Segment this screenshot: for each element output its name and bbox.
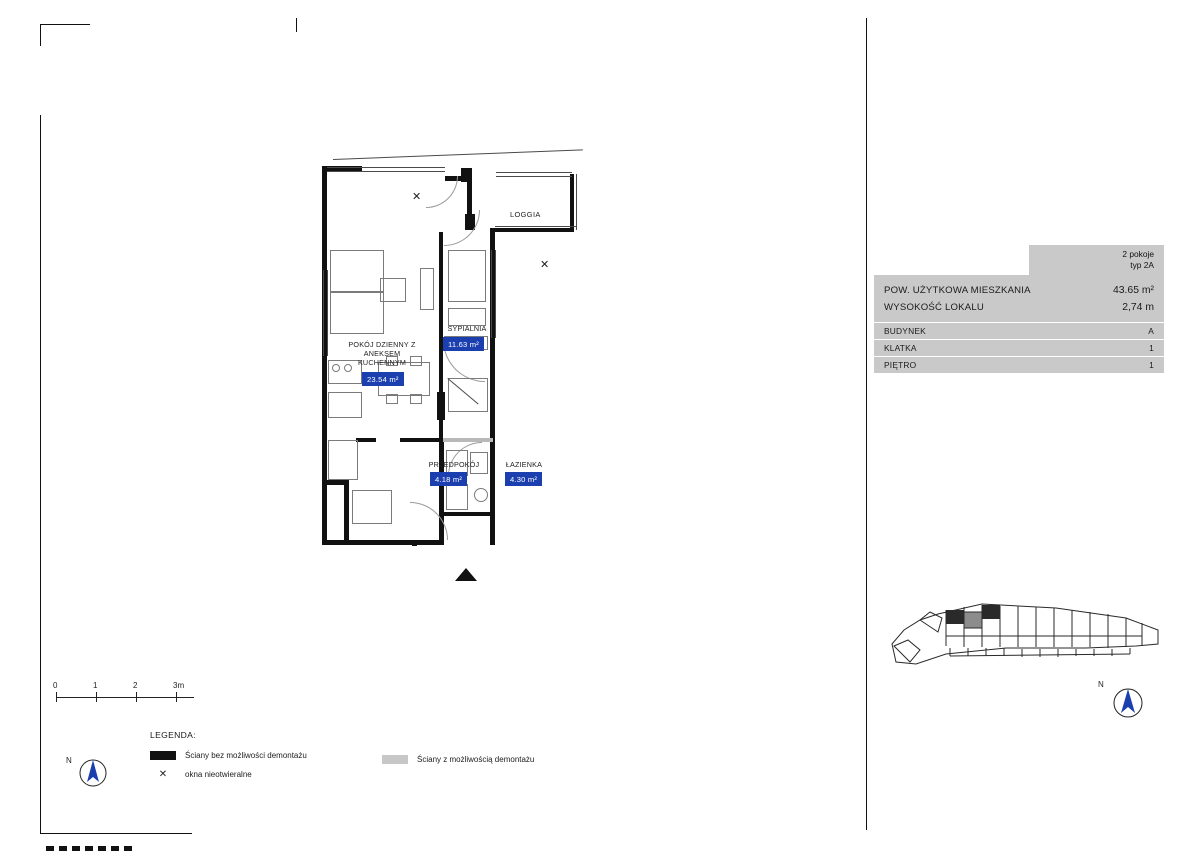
wall-demountable-bath bbox=[443, 438, 493, 442]
compass-north-label-keyplan: N bbox=[1098, 680, 1104, 689]
frame-line-bottom bbox=[40, 833, 192, 834]
wall-entry-jamb bbox=[412, 540, 417, 546]
spec-value-building: A bbox=[1148, 326, 1154, 336]
wall-door-jamb bbox=[437, 392, 445, 420]
key-plan bbox=[886, 592, 1166, 676]
spec-row-usable-area bbox=[884, 285, 1154, 296]
loggia-label: LOGGIA bbox=[510, 210, 541, 219]
compass-icon-keyplan bbox=[1098, 678, 1151, 724]
wall-pillar-top bbox=[461, 168, 471, 182]
legend-label-demountable: Ściany z możliwością demontażu bbox=[417, 755, 535, 764]
apartment-type: typ 2A bbox=[1130, 260, 1154, 270]
legend-label-non-demountable: Ściany bez możliwości demontażu bbox=[185, 751, 307, 760]
spec-value-staircase: 1 bbox=[1149, 343, 1154, 353]
room-label-bathroom: ŁAZIENKA bbox=[505, 460, 543, 469]
scale-bar bbox=[52, 683, 202, 709]
window-not-openable-icon-2: ✕ bbox=[540, 259, 550, 271]
spec-key-height: WYSOKOŚĆ LOKALU bbox=[884, 302, 985, 313]
room-area-bathroom: 4.30 m² bbox=[505, 472, 542, 486]
color-bar bbox=[46, 838, 138, 843]
room-area-living: 23.54 m² bbox=[362, 372, 404, 386]
compass-icon-legend bbox=[66, 752, 114, 794]
furniture-sofa bbox=[330, 250, 384, 292]
apartment-location-specs bbox=[874, 322, 1164, 373]
facade-glazing-top bbox=[327, 167, 445, 168]
wall-right-lower bbox=[490, 440, 495, 545]
furniture-wardrobe-hall bbox=[352, 490, 392, 524]
room-label-bedroom: SYPIALNIA bbox=[447, 324, 487, 333]
wall-kitchen-partition bbox=[356, 438, 376, 442]
apartment-main-specs bbox=[874, 275, 1164, 322]
spec-value-height: 2,74 m bbox=[1122, 302, 1154, 313]
wall-niche-right bbox=[344, 480, 349, 544]
room-area-hall: 4.18 m² bbox=[430, 472, 467, 486]
spec-row-building bbox=[874, 323, 1164, 340]
furniture-chair-4 bbox=[410, 394, 422, 404]
spec-key-building: BUDYNEK bbox=[884, 326, 926, 336]
spec-key-floor: PIĘTRO bbox=[884, 360, 917, 370]
door-swing-balcony bbox=[426, 176, 458, 208]
spec-value-floor: 1 bbox=[1149, 360, 1154, 370]
legend-item-not-openable-windows bbox=[150, 769, 630, 780]
furniture-bed bbox=[448, 250, 486, 302]
apartment-info-panel bbox=[874, 245, 1164, 373]
kitchen-hob bbox=[328, 392, 362, 418]
legend-title: LEGENDA: bbox=[150, 730, 196, 740]
loggia-edge-bottom bbox=[495, 226, 577, 227]
scale-tick-2 bbox=[136, 692, 137, 702]
furniture-coffee-table bbox=[380, 278, 406, 302]
crop-mark-top-left-v bbox=[40, 24, 41, 46]
crop-mark-bottom-left bbox=[40, 820, 41, 834]
window-right-2 bbox=[495, 250, 496, 338]
scale-axis bbox=[56, 697, 194, 698]
spec-row-staircase bbox=[874, 340, 1164, 357]
room-label-living-line3: KUCHENNYM bbox=[357, 358, 407, 367]
facade-outline bbox=[333, 149, 583, 160]
apartment-type-header bbox=[1029, 245, 1164, 275]
wall-loggia-bottom bbox=[490, 228, 574, 232]
scale-tick-0 bbox=[56, 692, 57, 702]
room-label-hall: PRZEDPOKÓJ bbox=[428, 460, 480, 469]
loggia-edge-right bbox=[576, 174, 577, 230]
frame-line-left bbox=[40, 115, 41, 833]
apartment-rooms-count: 2 pokoje bbox=[1122, 248, 1154, 259]
wall-exterior-bottom bbox=[322, 540, 444, 545]
bathroom-sink-round bbox=[474, 488, 488, 502]
spec-value-usable-area: 43.65 m² bbox=[1112, 285, 1154, 296]
spec-key-usable-area: POW. UŻYTKOWA MIESZKANIA bbox=[884, 285, 1031, 296]
facade-glazing-top-2 bbox=[327, 171, 445, 172]
spec-key-staircase: KLATKA bbox=[884, 343, 917, 353]
room-area-bedroom: 11.63 m² bbox=[443, 337, 484, 351]
wall-bath-bottom bbox=[439, 512, 495, 516]
window-right-1 bbox=[491, 250, 492, 338]
legend-label-not-openable-windows: okna nieotwieralne bbox=[185, 770, 252, 779]
scale-label-3: 3m bbox=[173, 681, 185, 690]
furniture-sofa-2 bbox=[330, 292, 384, 334]
scale-tick-1 bbox=[96, 692, 97, 702]
floor-plan bbox=[300, 150, 620, 570]
legend-swatch-black bbox=[150, 751, 176, 760]
scale-label-2: 2 bbox=[133, 681, 138, 690]
window-not-openable-icon-1: ✕ bbox=[412, 191, 422, 203]
scale-label-1: 1 bbox=[93, 681, 98, 690]
kitchen-fridge bbox=[328, 440, 358, 480]
loggia-rail-top-2 bbox=[496, 176, 572, 177]
wall-interior-hall-top bbox=[400, 438, 444, 442]
furniture-tv-unit bbox=[420, 268, 434, 310]
entry-direction-arrow bbox=[455, 568, 477, 581]
door-swing-loggia bbox=[444, 210, 480, 246]
legend-swatch-gray bbox=[382, 755, 408, 764]
scale-label-0: 0 bbox=[53, 681, 58, 690]
window-left-1 bbox=[323, 270, 324, 356]
wall-interior-bedroom bbox=[439, 232, 443, 392]
compass-north-label-legend: N bbox=[66, 756, 72, 765]
room-label-living-line1: POKÓJ DZIENNY Z bbox=[348, 340, 416, 349]
crop-mark-top bbox=[296, 18, 297, 32]
wall-loggia-right bbox=[570, 174, 574, 232]
scale-tick-3 bbox=[176, 692, 177, 702]
legend-item-demountable bbox=[382, 755, 534, 764]
furniture-chair-3 bbox=[386, 394, 398, 404]
crop-mark-top-left-h bbox=[40, 24, 90, 25]
close-icon: ✕ bbox=[158, 769, 168, 780]
spec-row-floor bbox=[874, 357, 1164, 373]
room-label-living bbox=[326, 340, 438, 367]
legend bbox=[150, 730, 630, 789]
bathroom-washer bbox=[446, 484, 468, 510]
spec-row-height bbox=[884, 302, 1154, 313]
loggia-rail-top bbox=[496, 172, 572, 173]
room-label-living-line2: ANEKSEM bbox=[363, 349, 401, 358]
sheet-divider bbox=[866, 18, 867, 830]
